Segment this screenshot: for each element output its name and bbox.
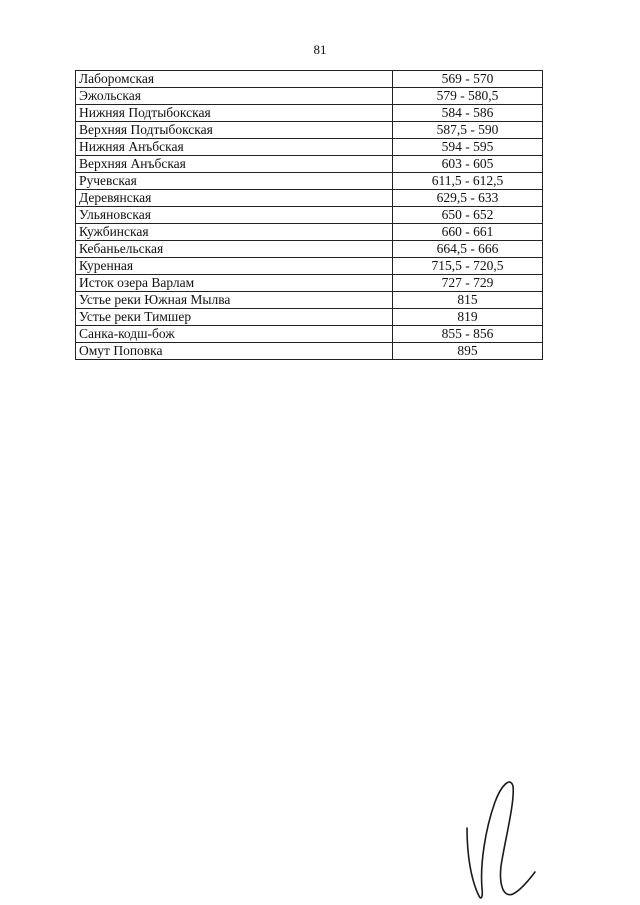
table-row	[76, 292, 543, 309]
row-name: Устье реки Южная Мылва	[76, 292, 393, 309]
row-range: 584 - 586	[393, 105, 543, 122]
row-range: 650 - 652	[393, 207, 543, 224]
row-range: 855 - 856	[393, 326, 543, 343]
row-name: Омут Поповка	[76, 343, 393, 360]
table-row	[76, 173, 543, 190]
row-name: Устье реки Тимшер	[76, 309, 393, 326]
ranges-table	[75, 70, 543, 360]
row-range: 715,5 - 720,5	[393, 258, 543, 275]
row-name: Исток озера Варлам	[76, 275, 393, 292]
row-range: 819	[393, 309, 543, 326]
table-row	[76, 326, 543, 343]
row-name: Куренная	[76, 258, 393, 275]
table-row	[76, 139, 543, 156]
row-name: Верхняя Подтыбокская	[76, 122, 393, 139]
row-name: Лаборомская	[76, 71, 393, 88]
table-row	[76, 309, 543, 326]
table-row	[76, 190, 543, 207]
row-range: 579 - 580,5	[393, 88, 543, 105]
row-range: 603 - 605	[393, 156, 543, 173]
table-row	[76, 122, 543, 139]
row-range: 727 - 729	[393, 275, 543, 292]
row-name: Санка-кодш-бож	[76, 326, 393, 343]
row-range: 587,5 - 590	[393, 122, 543, 139]
row-name: Кужбинская	[76, 224, 393, 241]
table-row	[76, 71, 543, 88]
row-name: Эжольская	[76, 88, 393, 105]
table-row	[76, 343, 543, 360]
row-range: 611,5 - 612,5	[393, 173, 543, 190]
table-row	[76, 156, 543, 173]
row-range: 664,5 - 666	[393, 241, 543, 258]
row-range: 895	[393, 343, 543, 360]
row-range: 660 - 661	[393, 224, 543, 241]
row-name: Кебаньельская	[76, 241, 393, 258]
table-row	[76, 105, 543, 122]
table-row	[76, 258, 543, 275]
table-row	[76, 241, 543, 258]
row-range: 815	[393, 292, 543, 309]
row-name: Ручевская	[76, 173, 393, 190]
handwritten-signature	[455, 770, 545, 900]
row-range: 594 - 595	[393, 139, 543, 156]
ranges-table-body	[76, 71, 543, 360]
row-range: 569 - 570	[393, 71, 543, 88]
row-name: Деревянская	[76, 190, 393, 207]
table-row	[76, 207, 543, 224]
row-name: Верхняя Анъбская	[76, 156, 393, 173]
table-row	[76, 224, 543, 241]
table-row	[76, 275, 543, 292]
row-name: Нижняя Анъбская	[76, 139, 393, 156]
row-range: 629,5 - 633	[393, 190, 543, 207]
page-number: 81	[313, 42, 327, 57]
table-row	[76, 88, 543, 105]
row-name: Ульяновская	[76, 207, 393, 224]
row-name: Нижняя Подтыбокская	[76, 105, 393, 122]
